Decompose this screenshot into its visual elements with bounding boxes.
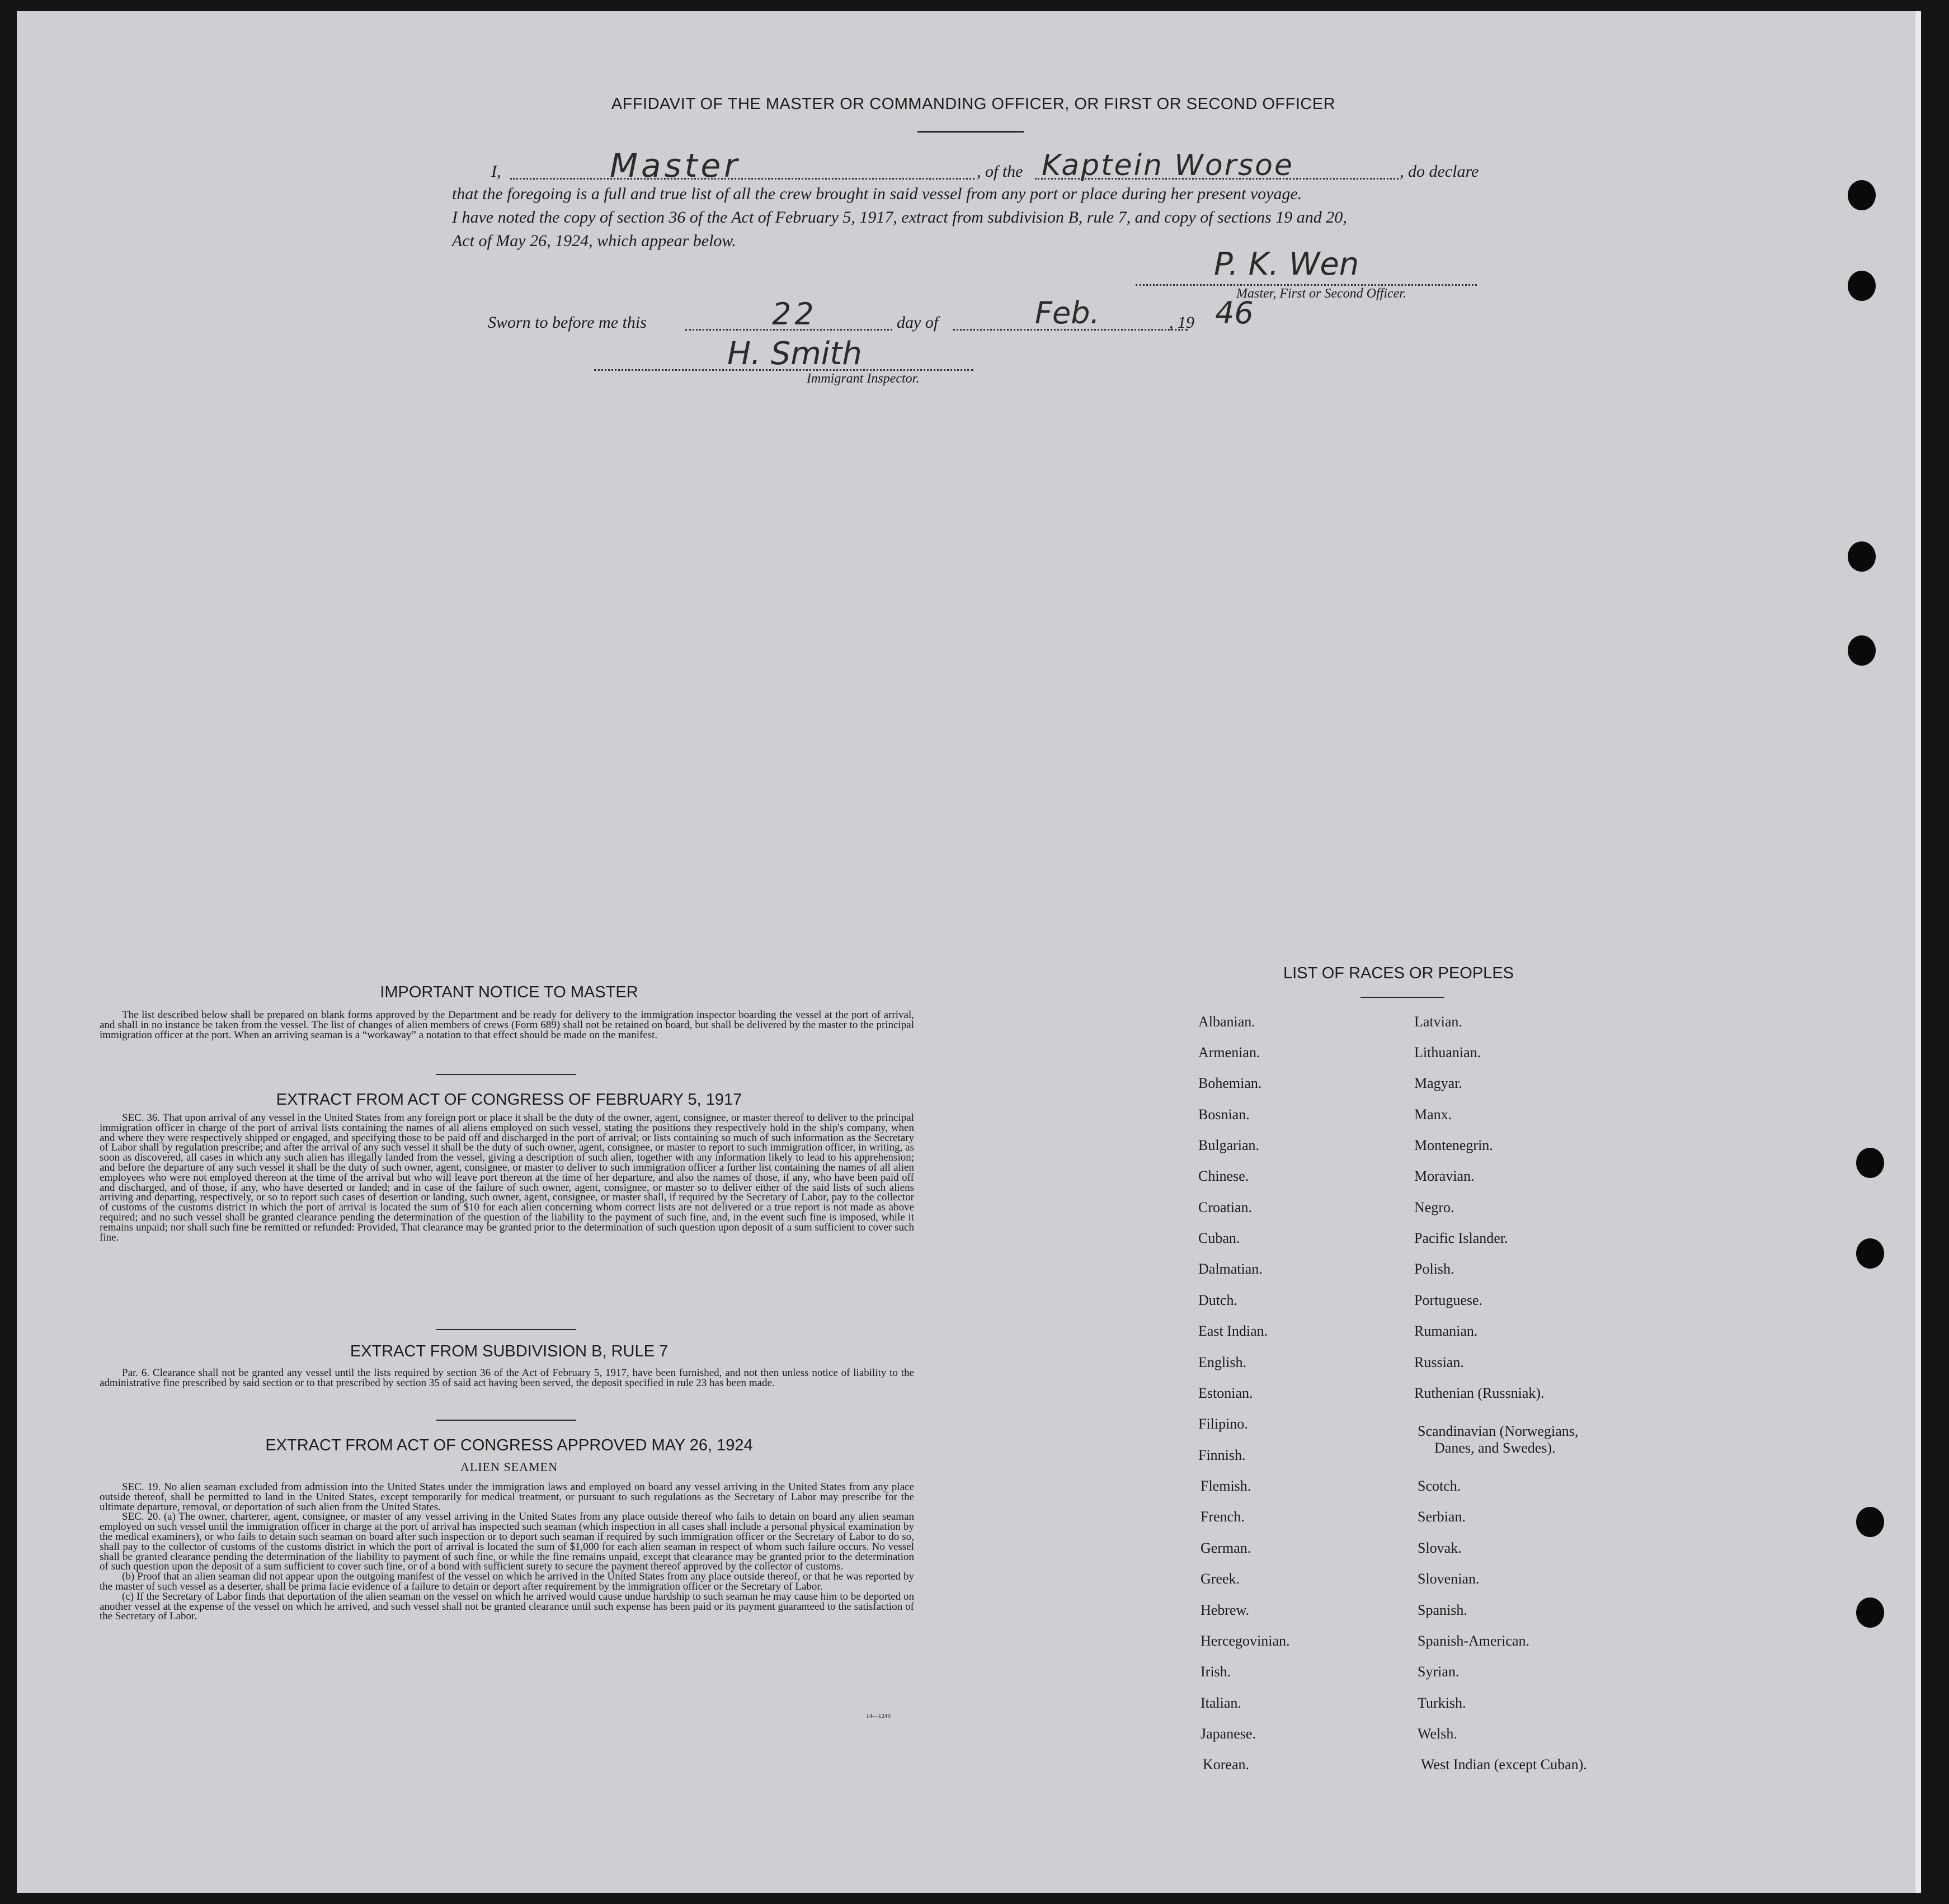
name-line bbox=[510, 178, 975, 180]
race-item: Irish. bbox=[1201, 1663, 1231, 1680]
vessel-handwritten: Kaptein Worsoe bbox=[1042, 149, 1294, 182]
race-item: English. bbox=[1198, 1354, 1246, 1370]
race-item: German. bbox=[1201, 1540, 1251, 1556]
extract-1917-title: EXTRACT FROM ACT OF CONGRESS OF FEBRUARY 5, 1917 bbox=[276, 1091, 742, 1109]
sworn-label: Sworn to before me this bbox=[488, 313, 647, 332]
race-item: Scandinavian (Norwegians, bbox=[1418, 1423, 1579, 1439]
race-item: Polish. bbox=[1414, 1261, 1454, 1277]
race-item: Flemish. bbox=[1201, 1478, 1251, 1494]
divider bbox=[436, 1074, 576, 1075]
declaration-line-2: I have noted the copy of section 36 of the Act of February 5, 1917, extract from subdivision B, rule 7, and copy of sections 19 and 20, bbox=[452, 208, 1347, 227]
race-item: Italian. bbox=[1201, 1695, 1241, 1711]
race-item: Filipino. bbox=[1198, 1416, 1248, 1432]
punch-hole bbox=[1856, 1597, 1884, 1628]
inspector-signature: H. Smith bbox=[727, 336, 862, 372]
sworn-month: Feb. bbox=[1035, 295, 1100, 331]
race-item: Slovak. bbox=[1418, 1540, 1462, 1556]
race-item: Syrian. bbox=[1418, 1663, 1460, 1680]
label-of-the: , of the bbox=[977, 162, 1023, 181]
race-item: Magyar. bbox=[1414, 1075, 1462, 1091]
race-item: Manx. bbox=[1414, 1106, 1452, 1123]
extract-1924-title: EXTRACT FROM ACT OF CONGRESS APPROVED MAY 26, 1924 bbox=[265, 1436, 753, 1454]
divider bbox=[917, 131, 1024, 133]
race-item: Chinese. bbox=[1198, 1168, 1249, 1184]
punch-hole bbox=[1856, 1238, 1884, 1269]
sec20c-paragraph: (c) If the Secretary of Labor finds that deportation of the alien seaman on the vessel on which he arrived would cause undue hardship to such seaman he may cause him to be deported on another vessel at the expense of the vessel on which he arrived, and such vessel shall not be granted clearance until such expense has been paid or its payment guaranteed to the satisfaction of the Secretary of Labor. bbox=[100, 1590, 914, 1623]
notice-body bbox=[100, 1010, 914, 1040]
divider bbox=[1360, 997, 1444, 998]
race-item: Bohemian. bbox=[1198, 1075, 1262, 1091]
race-item: Cuban. bbox=[1198, 1230, 1240, 1246]
race-item: Ruthenian (Russniak). bbox=[1414, 1385, 1545, 1401]
inspector-caption: Immigrant Inspector. bbox=[807, 371, 920, 386]
sworn-year: 46 bbox=[1215, 295, 1254, 331]
race-item: Russian. bbox=[1414, 1354, 1464, 1370]
sec20a-paragraph: SEC. 20. (a) The owner, charterer, agent, consignee, or master of any vessel arriving in the United States from any place outside thereof who fails to detain on board any alien seaman employed on such vessel until the immigration officer in charge at the port of arrival has inspected such seaman (which inspection in all cases shall include a personal physical examination by the medical examiners), or who fails to detain such seaman on board after such inspection or to deport such seaman if required by such immigration officer or the Secretary of Labor to do so, shall pay to the collector of customs of the customs district in which the port of arrival is located the sum of $1,000 for each alien seaman in respect of whom such failure occurs. No vessel shall be granted clearance pending the determination of the liability to payment of such fine, or while the fine remains unpaid, except that clearance may be granted prior to the determination of such question upon the deposit of a sum sufficient to cover such fine, or of a bond with sufficient surety to secure the payment thereof approved by the collector of customs. bbox=[100, 1511, 914, 1573]
race-item: Pacific Islander. bbox=[1414, 1230, 1508, 1246]
sworn-day: 22 bbox=[772, 296, 817, 332]
master-signature: P. K. Wen bbox=[1214, 246, 1359, 282]
race-item: Scotch. bbox=[1418, 1478, 1461, 1494]
race-item: Croatian. bbox=[1198, 1199, 1253, 1215]
divider bbox=[436, 1329, 576, 1330]
race-item: Bulgarian. bbox=[1198, 1137, 1260, 1153]
rule7-paragraph: Par. 6. Clearance shall not be granted any vessel until the lists required by section 36 of the Act of February 5, 1917, have been furnished, and not then unless notice of liability to the administrative fine prescribed by said section or to that prescribed by section 35 of said act having been served, the deposit specified in rule 23 has been made. bbox=[100, 1367, 914, 1389]
divider bbox=[436, 1420, 576, 1421]
race-item: Greek. bbox=[1201, 1571, 1240, 1587]
sec19-paragraph: SEC. 19. No alien seaman excluded from admission into the United States under the immigration laws and employed on board any vessel arriving in the United States from any place outside thereof, shall be permitted to land in the United States, except temporarily for medical treatment, or pursuant to such regulations as the Secretary of Labor may prescribe for the ultimate departure, removal, or deportation of such alien from the United States. bbox=[100, 1481, 914, 1513]
race-item: Rumanian. bbox=[1414, 1323, 1478, 1339]
punch-hole bbox=[1848, 271, 1876, 301]
notice-title: IMPORTANT NOTICE TO MASTER bbox=[380, 983, 638, 1001]
race-item: Serbian. bbox=[1418, 1509, 1466, 1525]
punch-hole bbox=[1848, 541, 1876, 572]
declaration-line-1: that the foregoing is a full and true list of all the crew brought in said vessel from any port or place during her present voyage. bbox=[452, 185, 1302, 203]
race-item: Dutch. bbox=[1198, 1292, 1238, 1308]
year-prefix: , 19 bbox=[1169, 313, 1194, 332]
label-i: I, bbox=[491, 162, 501, 181]
inspector-line bbox=[594, 369, 973, 371]
punch-hole bbox=[1848, 635, 1876, 666]
signature-caption: Master, First or Second Officer. bbox=[1236, 286, 1406, 301]
affidavit-title: AFFIDAVIT OF THE MASTER OR COMMANDING OFFICER, OR FIRST OR SECOND OFFICER bbox=[611, 95, 1336, 113]
extract-1924-body bbox=[100, 1482, 914, 1622]
race-item: Slovenian. bbox=[1418, 1571, 1480, 1587]
race-item: Lithuanian. bbox=[1414, 1044, 1481, 1061]
punch-hole bbox=[1848, 180, 1876, 210]
race-item: Danes, and Swedes). bbox=[1434, 1440, 1556, 1456]
race-item: Spanish-American. bbox=[1418, 1633, 1530, 1649]
race-item: Hercegovinian. bbox=[1201, 1633, 1290, 1649]
race-item: Korean. bbox=[1203, 1756, 1250, 1773]
punch-hole bbox=[1856, 1507, 1884, 1537]
race-item: Hebrew. bbox=[1201, 1602, 1250, 1618]
race-item: East Indian. bbox=[1198, 1323, 1268, 1339]
race-item: Estonian. bbox=[1198, 1385, 1253, 1401]
day-of-label: day of bbox=[897, 313, 939, 332]
race-item: Welsh. bbox=[1418, 1726, 1457, 1742]
notice-paragraph: The list described below shall be prepared on blank forms approved by the Department and be ready for delivery to the immigration inspector boarding the vessel at the port of arrival, and shall in no instance be taken from the vessel. The list of changes of alien members of crews (Form 689) shall not be retained on board, but shall be delivered by the master to the principal immigration officer at the port. When an arriving seaman is a “workaway” a notation to that effect should be made on the manifest. bbox=[100, 1009, 914, 1041]
declaration-line-3: Act of May 26, 1924, which appear below. bbox=[452, 232, 736, 250]
label-do-declare: , do declare bbox=[1400, 162, 1479, 181]
race-item: Portuguese. bbox=[1414, 1292, 1483, 1308]
race-item: Bosnian. bbox=[1198, 1106, 1250, 1123]
sec20b-paragraph: (b) Proof that an alien seaman did not appear upon the outgoing manifest of the vessel on which he arrived in the United States from any place outside thereof, or that he was reported by the master of such vessel as a deserter, shall be prima facie evidence of a failure to detain or deport after requirement by the immigration officer or the Secretary of Labor. bbox=[100, 1571, 914, 1592]
punch-hole bbox=[1856, 1148, 1884, 1178]
race-item: Dalmatian. bbox=[1198, 1261, 1263, 1277]
race-item: Moravian. bbox=[1414, 1168, 1475, 1184]
race-item: Spanish. bbox=[1418, 1602, 1467, 1618]
race-item: French. bbox=[1201, 1509, 1245, 1525]
race-item: Negro. bbox=[1414, 1199, 1454, 1215]
race-item: Albanian. bbox=[1198, 1014, 1255, 1030]
name-handwritten: Master bbox=[610, 147, 741, 185]
race-item: Turkish. bbox=[1418, 1695, 1466, 1711]
race-item: Armenian. bbox=[1198, 1044, 1260, 1061]
form-number: 14—1240 bbox=[866, 1713, 891, 1719]
race-item: Finnish. bbox=[1198, 1447, 1246, 1463]
signature-line bbox=[1136, 284, 1477, 286]
extract-rule7-body bbox=[100, 1368, 914, 1388]
sec36-paragraph: SEC. 36. That upon arrival of any vessel in the United States from any foreign port or place it shall be the duty of the owner, agent, consignee, or master thereof to deliver to the principal immigration officer in charge of the port of arrival lists containing the names of all aliens employed on such vessel, stating the positions they respectively hold in the ship's company, when and where they were respectively shipped or engaged, and specifying those to be paid off and discharged in the port of arrival; or lists containing so much of such information as the Secretary of Labor shall by regulation prescribe; and after the arrival of any such vessel it shall be the duty of such owner, agent, consignee, or master to report to such immigration officer, in writing, as soon as discovered, all cases in which any such alien has illegally landed from the vessel, giving a description of such alien, together with any information likely to lead to his apprehension; and before the departure of any such vessel it shall be the duty of such owner, agent, consignee, or master to deliver to such immigration officer a further list containing the names of all alien employees who were not employed thereon at the time of the arrival but who will leave port thereon at the time of her departure, and also the names of those, if any, who have been paid off and discharged, and of those, if any, who have deserted or landed; and in case of the failure of such owner, agent, consignee, or master so to deliver either of the said lists of such aliens arriving and departing, respectively, or so to report such cases of desertion or landing, such owner, agent, consignee, or master shall, if required by the Secretary of Labor, pay to the collector of customs of the customs district in which the port of arrival is located the sum of $10 for each alien concerning whom correct lists are not delivered or a true report is not made as above required; and no such vessel shall be granted clearance pending the determination of the question of the liability to the payment of such fine, and, in the event such fine is imposed, while it remains unpaid; nor shall such fine be remitted or refunded: Provided, That clearance may be granted prior to the determination of such question upon deposit of a sum sufficient to cover such fine. bbox=[100, 1112, 914, 1243]
extract-1924-subtitle: ALIEN SEAMEN bbox=[460, 1460, 558, 1474]
races-title: LIST OF RACES OR PEOPLES bbox=[1283, 964, 1514, 982]
race-item: Montenegrin. bbox=[1414, 1137, 1493, 1153]
extract-rule7-title: EXTRACT FROM SUBDIVISION B, RULE 7 bbox=[350, 1342, 669, 1360]
race-item: West Indian (except Cuban). bbox=[1421, 1756, 1587, 1773]
race-item: Japanese. bbox=[1201, 1726, 1256, 1742]
race-item: Latvian. bbox=[1414, 1014, 1462, 1030]
extract-1917-body bbox=[100, 1113, 914, 1242]
